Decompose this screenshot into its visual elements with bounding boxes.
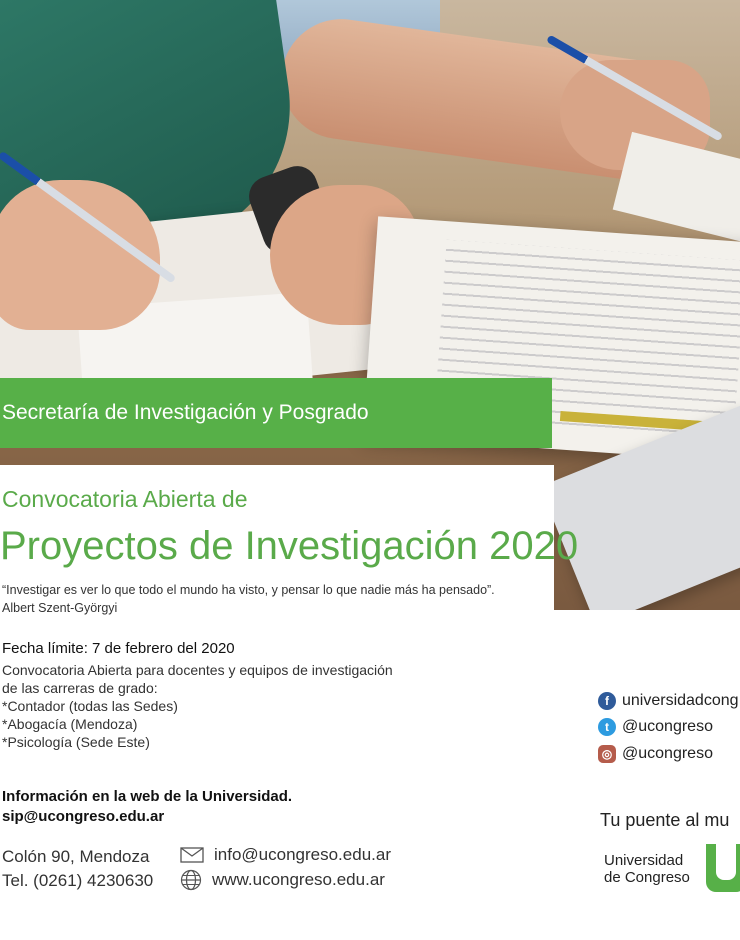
details-line: Convocatoria Abierta para docentes y equipos de investigación (2, 662, 393, 678)
university-name (604, 852, 690, 886)
instagram-handle: @ucongreso (622, 745, 713, 762)
university-logo-icon (706, 844, 740, 892)
twitter-handle: @ucongreso (622, 718, 713, 735)
details-line: de las carreras de grado: (2, 680, 158, 696)
deadline: Fecha límite: 7 de febrero del 2020 (2, 640, 235, 657)
details-line: *Contador (todas las Sedes) (2, 698, 178, 714)
slogan: Tu puente al mu (600, 810, 730, 830)
call-title: Proyectos de Investigación 2020 (0, 524, 579, 568)
twitter-icon: t (598, 718, 616, 736)
envelope-icon (180, 847, 204, 863)
university-name-line1: Universidad (604, 852, 684, 869)
globe-icon (180, 869, 202, 891)
call-details (2, 661, 393, 751)
facebook-icon: f (598, 692, 616, 710)
contact-web[interactable] (180, 869, 385, 891)
address: Colón 90, Mendoza (2, 847, 150, 866)
contact-email-text: info@ucongreso.edu.ar (214, 845, 391, 864)
info-web: Información en la web de la Universidad. (2, 788, 293, 805)
details-line: *Abogacía (Mendoza) (2, 716, 138, 732)
contact-email[interactable] (180, 845, 391, 865)
contact-web-text: www.ucongreso.edu.ar (212, 870, 385, 889)
details-line: *Psicología (Sede Este) (2, 734, 150, 750)
facebook-handle: universidadcong (622, 692, 739, 709)
info-email-link[interactable]: sip@ucongreso.edu.ar (2, 808, 165, 825)
university-name-line2: de Congreso (604, 869, 690, 886)
instagram-icon: ◎ (598, 745, 616, 763)
social-twitter[interactable] (598, 718, 713, 736)
quote-text: “Investigar es ver lo que todo el mundo ha visto, y pensar lo que nadie más ha pensado”. (2, 583, 495, 597)
secretaria-band (0, 378, 552, 448)
social-facebook[interactable] (598, 692, 739, 710)
band-title: Secretaría de Investigación y Posgrado (2, 401, 369, 424)
address-block (2, 845, 153, 893)
phone: Tel. (0261) 4230630 (2, 871, 154, 890)
photo-book-top (613, 132, 740, 248)
quote-author: Albert Szent-Györgyi (2, 601, 118, 615)
call-subtitle: Convocatoria Abierta de (2, 486, 248, 512)
social-instagram[interactable] (598, 745, 713, 763)
